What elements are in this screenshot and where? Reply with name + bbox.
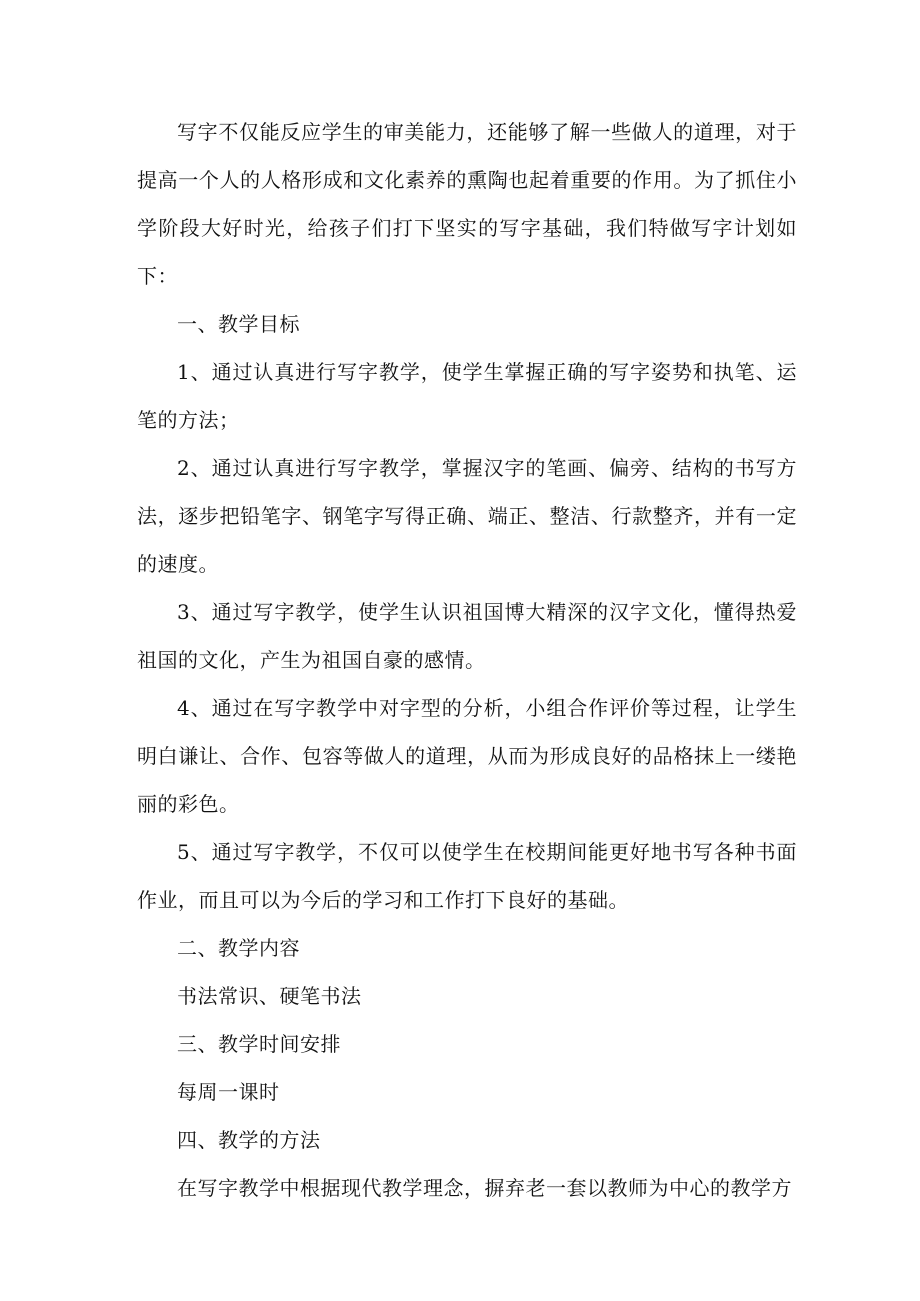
section-heading-methods: 四、教学的方法 xyxy=(177,1128,321,1152)
document-body xyxy=(137,108,797,1212)
methods-text: 在写字教学中根据现代教学理念，摒弃老一套以教师为中心的教学方 xyxy=(177,1176,792,1200)
goal-item-1: 1、通过认真进行写字教学，使学生掌握正确的写字姿势和执笔、运笔的方法； xyxy=(137,360,797,432)
goal-item-2: 2、通过认真进行写字教学，掌握汉字的笔画、偏旁、结构的书写方法，逐步把铅笔字、钢笔字写得正确、端正、整洁、行款整齐，并有一定的速度。 xyxy=(137,456,797,576)
intro-paragraph: 写字不仅能反应学生的审美能力，还能够了解一些做人的道理，对于提高一个人的人格形成和文化素养的熏陶也起着重要的作用。为了抓住小学阶段大好时光，给孩子们打下坚实的写字基础，我们特做写字计划如下： xyxy=(137,120,797,288)
section-heading-content: 二、教学内容 xyxy=(177,936,300,960)
goal-item-4: 4、通过在写字教学中对字型的分析，小组合作评价等过程，让学生明白谦让、合作、包容等做人的道理，从而为形成良好的品格抹上一缕艳丽的彩色。 xyxy=(137,696,797,816)
goal-item-3: 3、通过写字教学，使学生认识祖国博大精深的汉字文化，懂得热爱祖国的文化，产生为祖国自豪的感情。 xyxy=(137,600,797,672)
content-text: 书法常识、硬笔书法 xyxy=(177,984,362,1008)
section-heading-schedule: 三、教学时间安排 xyxy=(177,1032,341,1056)
schedule-text: 每周一课时 xyxy=(177,1080,280,1104)
section-heading-goals: 一、教学目标 xyxy=(177,312,300,336)
goal-item-5: 5、通过写字教学，不仅可以使学生在校期间能更好地书写各种书面作业，而且可以为今后的学习和工作打下良好的基础。 xyxy=(137,840,797,912)
